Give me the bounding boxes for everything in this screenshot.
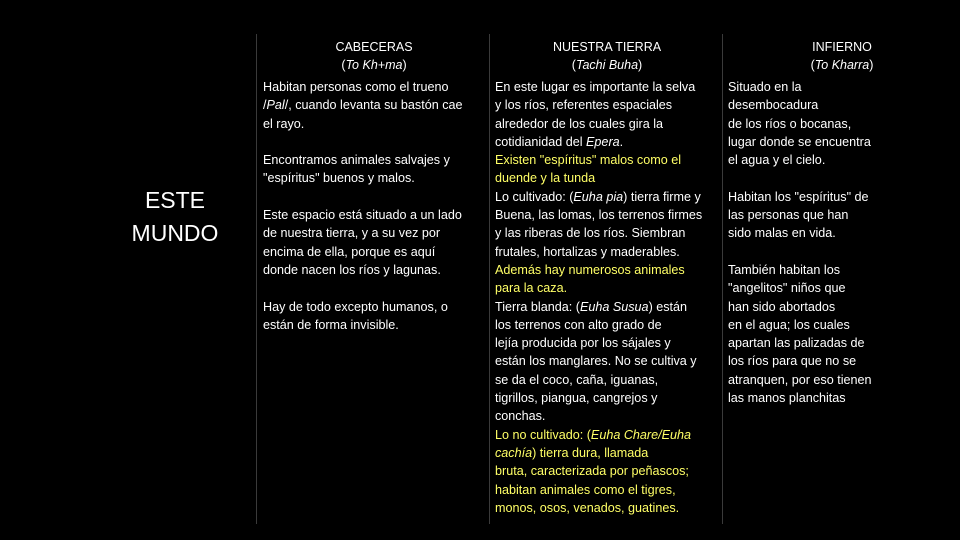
header-nuestra-tierra xyxy=(491,38,723,74)
header-cabeceras-subtitle: (To Kh+ma) xyxy=(341,58,407,72)
header-infierno xyxy=(724,38,960,74)
column-divider xyxy=(489,34,490,524)
header-nuestra-tierra-title: NUESTRA TIERRA xyxy=(552,40,662,54)
column-divider xyxy=(722,34,723,524)
header-cabeceras xyxy=(258,38,490,74)
cabeceras-cell: Habitan personas como el trueno /Pal/, cuando levanta su bastón cae el rayo. Encontramos animales salvajes y "espíritus" buenos y malos. Este espacio está situado a un lado de nuestra tierra, y a su vez por encima de ella, porque es aquí donde nacen los ríos y lagunas. Hay de todo excepto humanos, o están de forma invisible. xyxy=(263,80,463,332)
header-cabeceras-title: CABECERAS xyxy=(335,40,413,54)
header-infierno-subtitle: (To Kharra) xyxy=(810,58,874,72)
row-label-este-mundo: ESTE MUNDO xyxy=(131,187,219,246)
header-nuestra-tierra-subtitle: (Tachi Buha) xyxy=(571,58,643,72)
header-infierno-title: INFIERNO xyxy=(812,40,872,54)
nuestra-tierra-cell: En este lugar es importante la selva y los ríos, referentes espaciales alrededor de los cuales gira la cotidianidad del Epera. Existen "espíritus" malos como el duende y la tunda Lo cultivado: (Euha pia) tierra firme y Buena, las lomas, los terrenos firmes y las riberas de los ríos. Siembran frutales, hortalizas y maderables. Además hay numerosos animales para la caza. Tierra blanda: (Euha Susua) están los terrenos con alto grado de lejía producida por los sájales y están los manglares. No se cultiva y se da el coco, caña, iguanas, tigrillos, piangua, cangrejos y conchas. Lo no cultivado: (Euha Chare/Euha cachía) tierra dura, llamada bruta, caracterizada por peñascos; habitan animales como el tigres, monos, osos, venados, guatines. xyxy=(495,80,703,515)
column-divider xyxy=(256,34,257,524)
infierno-cell: Situado en la desembocadura de los ríos o bocanas, lugar donde se encuentra el agua y el cielo. Habitan los "espíritus" de las personas que han sido malas en vida. También habitan los "angelitos" niños que han sido abortados en el agua; los cuales apartan las palizadas de los ríos para que no se atranquen, por eso tienen las manos planchitas xyxy=(728,80,872,406)
